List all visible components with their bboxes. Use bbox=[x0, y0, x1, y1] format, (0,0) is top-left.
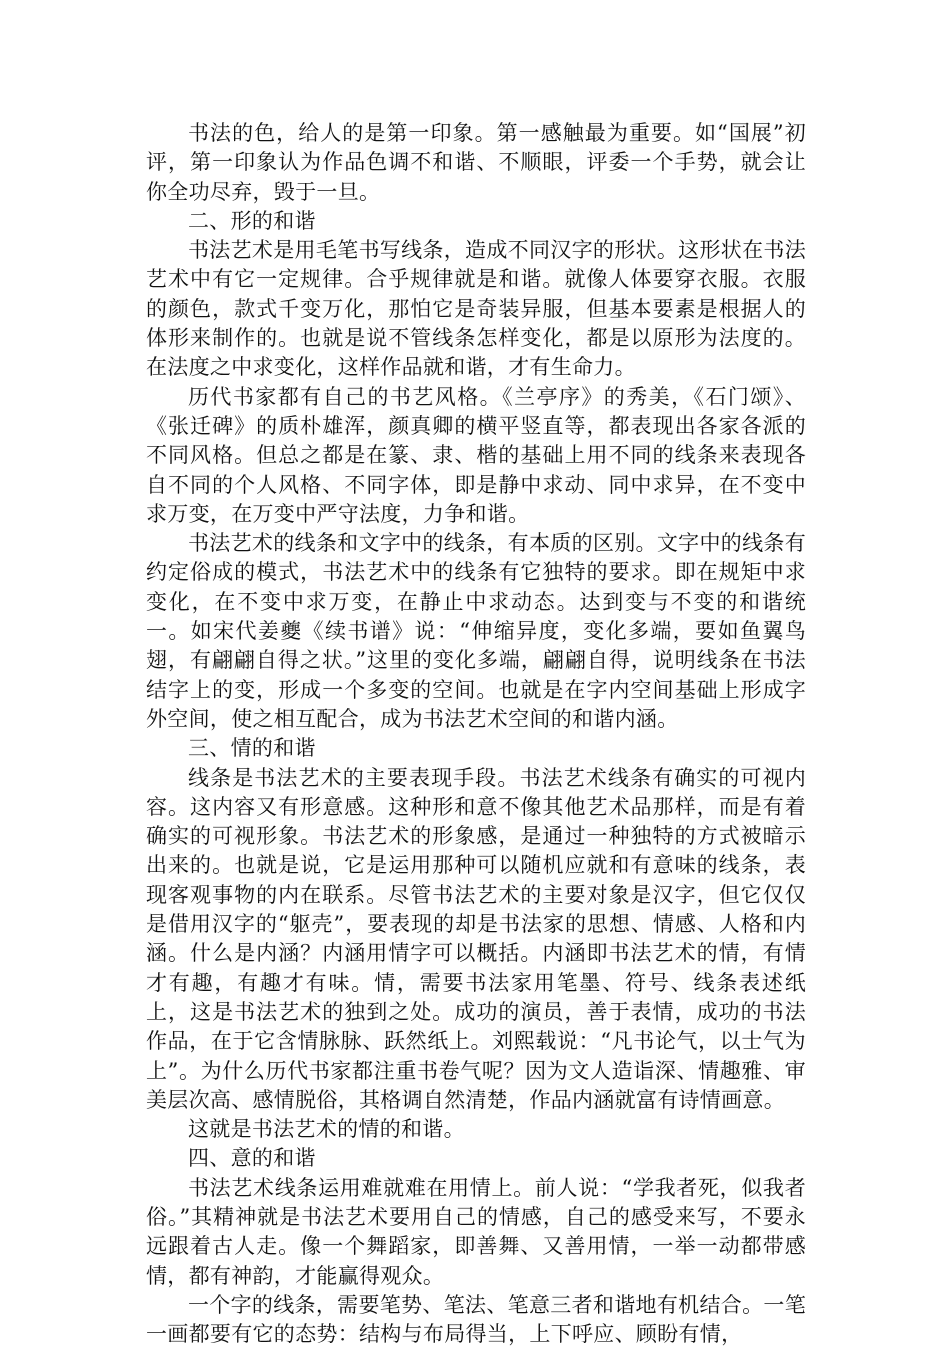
paragraph: 线条是书法艺术的主要表现手段。书法艺术线条有确实的可视内容。这内容又有形意感。这种形和意不像其他艺术品那样，而是有着确实的可视形象。书法艺术的形象感，是通过一种独特的方式被暗示出来的。也就是说，它是运用那种可以随机应就和有意味的线条，表现客观事物的内在联系。尽管书法艺术的主要对象是汉字，但它仅仅是借用汉字的“躯壳”，要表现的却是书法家的思想、情感、人格和内涵。什么是内涵？内涵用情字可以概括。内涵即书法艺术的情，有情才有趣，有趣才有味。情，需要书法家用笔墨、符号、线条表述纸上，这是书法艺术的独到之处。成功的演员，善于表情，成功的书法作品，在于它含情脉脉、跃然纸上。刘熙载说：“凡书论气，以士气为上”。为什么历代书家都注重书卷气呢？因为文人造诣深、情趣雅、审美层次高、感情脱俗，其格调自然清楚，作品内涵就富有诗情画意。 bbox=[146, 765, 806, 1112]
section-heading: 四、意的和谐 bbox=[188, 1146, 316, 1171]
section-heading: 二、形的和谐 bbox=[188, 208, 316, 233]
paragraph: 这就是书法艺术的情的和谐。 bbox=[188, 1117, 465, 1142]
paragraph: 书法艺术的线条和文字中的线条，有本质的区别。文字中的线条有约定俗成的模式，书法艺术中的线条有它独特的要求。即在规矩中求变化，在不变中求万变，在静止中求动态。达到变与不变的和谐统一。如宋代姜夔《续书谱》说：“伸缩异度，变化多端，要如鱼翼鸟翅，有翩翩自得之状。”这里的变化多端，翩翩自得，说明线条在书法结字上的变，形成一个多变的空间。也就是在字内空间基础上形成字外空间，使之相互配合，成为书法艺术空间的和谐内涵。 bbox=[146, 531, 806, 731]
paragraph: 一个字的线条，需要笔势、笔法、笔意三者和谐地有机结合。一笔一画都要有它的态势：结构与布局得当，上下呼应、顾盼有情， bbox=[146, 1292, 806, 1347]
paragraph: 书法艺术是用毛笔书写线条，造成不同汉字的形状。这形状在书法艺术中有它一定规律。合乎规律就是和谐。就像人体要穿衣服。衣服的颜色，款式千变万化，那怕它是奇装异服，但基本要素是根据人的体形来制作的。也就是说不管线条怎样变化，都是以原形为法度的。在法度之中求变化，这样作品就和谐，才有生命力。 bbox=[146, 238, 806, 380]
paragraph: 书法的色，给人的是第一印象。第一感触最为重要。如“国展”初评，第一印象认为作品色调不和谐、不顺眼，评委一个手势，就会让你全功尽弃，毁于一旦。 bbox=[146, 121, 806, 204]
section-heading: 三、情的和谐 bbox=[188, 736, 316, 761]
paragraph: 书法艺术线条运用难就难在用情上。前人说：“学我者死，似我者俗。”其精神就是书法艺术要用自己的情感，自己的感受来写，不要永远跟着古人走。像一个舞蹈家，即善舞、又善用情，一举一动都带感情，都有神韵，才能赢得观众。 bbox=[146, 1175, 806, 1288]
document-page bbox=[146, 119, 806, 1349]
paragraph: 历代书家都有自己的书艺风格。《兰亭序》的秀美，《石门颂》、《张迁碑》的质朴雄浑，颜真卿的横平竖直等，都表现出各家各派的不同风格。但总之都是在篆、隶、楷的基础上用不同的线条来表现各自不同的个人风格、不同字体，即是静中求动、同中求异，在不变中求万变，在万变中严守法度，力争和谐。 bbox=[146, 384, 806, 526]
